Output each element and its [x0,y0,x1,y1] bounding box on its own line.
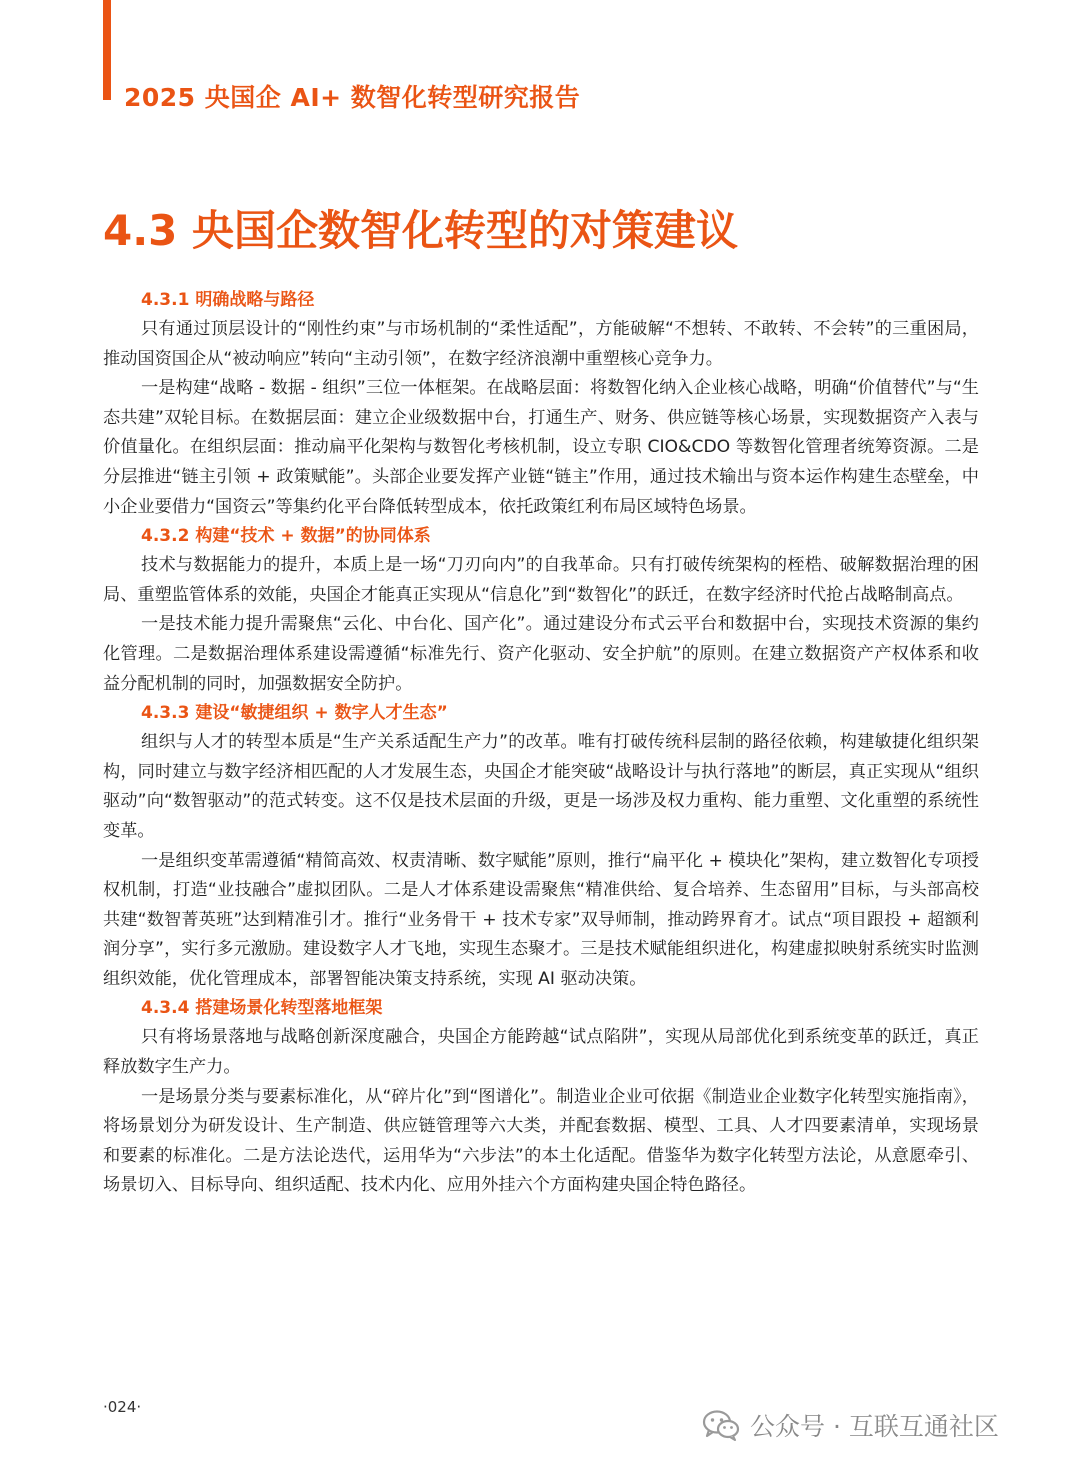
paragraph: 只有将场景落地与战略创新深度融合，央国企方能跨越“试点陷阱”，实现从局部优化到系统变革的跃迁，真正释放数字生产力。 [103,1027,979,1078]
section-content [103,286,979,1201]
paragraph: 技术与数据能力的提升，本质上是一场“刀刃向内”的自我革命。只有打破传统架构的桎梏、破解数据治理的困局、重塑监管体系的效能，央国企才能真正实现从“信息化”到“数智化”的跃迁，在数字经济时代抢占战略制高点。 [103,555,979,605]
subsection-heading-4-3-4: 4.3.4 搭建场景化转型落地框架 [141,998,383,1019]
paragraph: 组织与人才的转型本质是“生产关系适配生产力”的改革。唯有打破传统科层制的路径依赖，构建敏捷化组织架构，同时建立与数字经济相匹配的人才发展生态，央国企才能突破“战略设计与执行落地”的断层，真正实现从“组织驱动”向“数智驱动”的范式转变。这不仅是技术层面的升级，更是一场涉及权力重构、能力重塑、文化重塑的系统性变革。 [103,732,979,841]
watermark [702,1407,999,1443]
report-title: 2025 央国企 AI+ 数智化转型研究报告 [124,83,581,112]
subsection-heading-4-3-3: 4.3.3 建设“敏捷组织 + 数字人才生态” [141,703,448,724]
paragraph: 只有通过顶层设计的“刚性约束”与市场机制的“柔性适配”，方能破解“不想转、不敢转、不会转”的三重困局，推动国资国企从“被动响应”转向“主动引领”，在数字经济浪潮中重塑核心竞争力。 [103,319,979,369]
section-title: 4.3 央国企数智化转型的对策建议 [103,206,739,255]
paragraph: 一是组织变革需遵循“精简高效、权责清晰、数字赋能”原则，推行“扁平化 + 模块化”架构，建立数智化专项授权机制，打造“业技融合”虚拟团队。二是人才体系建设需聚焦“精准供给、复合培养、生态留用”目标，与头部高校共建“数智菁英班”达到精准引才。推行“业务骨干 + 技术专家”双导师制，推动跨界育才。试点“项目跟投 + 超额利润分享”，实行多元激励。建设数字人才飞地，实现生态聚才。三是技术赋能组织进化，构建虚拟映射系统实时监测组织效能，优化管理成本，部署智能决策支持系统，实现 AI 驱动决策。 [103,850,979,989]
paragraph: 一是构建“战略 - 数据 - 组织”三位一体框架。在战略层面：将数智化纳入企业核心战略，明确“价值替代”与“生态共建”双轮目标。在数据层面：建立企业级数据中台，打通生产、财务、供应链等核心场景，实现数据资产入表与价值量化。在组织层面：推动扁平化架构与数智化考核机制，设立专职 CIO&CDO 等数智化管理者统筹资源。二是分层推进“链主引领 + 政策赋能”。头部企业要发挥产业链“链主”作用，通过技术输出与资本运作构建生态壁垒，中小企业要借力“国资云”等集约化平台降低转型成本，依托政策红利布局区域特色场景。 [103,378,979,517]
watermark-text: 公众号 · 互联互通社区 [750,1412,999,1441]
wechat-icon [702,1409,740,1441]
subsection-heading-4-3-1: 4.3.1 明确战略与路径 [141,290,315,310]
paragraph: 一是技术能力提升需聚焦“云化、中台化、国产化”。通过建设分布式云平台和数据中台，实现技术资源的集约化管理。二是数据治理体系建设需遵循“标准先行、资产化驱动、安全护航”的原则。在建立数据资产产权体系和收益分配机制的同时，加强数据安全防护。 [103,614,979,694]
page-number: ·024· [103,1398,142,1416]
paragraph: 一是场景分类与要素标准化，从“碎片化”到“图谱化”。制造业企业可依据《制造业企业数字化转型实施指南》，将场景划分为研发设计、生产制造、供应链管理等六大类，并配套数据、模型、工具、人才四要素清单，实现场景和要素的标准化。二是方法论迭代，运用华为“六步法”的本土化适配。借鉴华为数字化转型方法论，从意愿牵引、场景切入、目标导向、组织适配、技术内化、应用外挂六个方面构建央国企特色路径。 [103,1086,979,1196]
header-accent-bar [103,0,111,100]
subsection-heading-4-3-2: 4.3.2 构建“技术 + 数据”的协同体系 [141,526,431,547]
